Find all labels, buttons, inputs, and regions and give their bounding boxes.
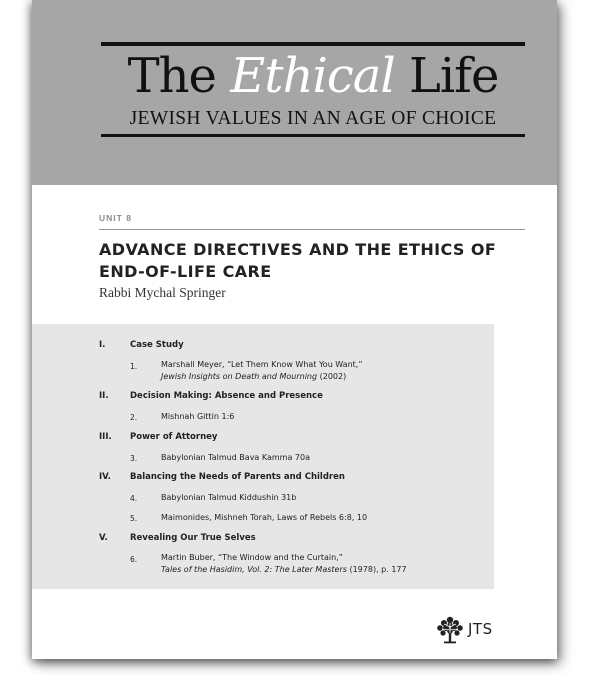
title-the: The [127,48,216,104]
item-line-rest: (1978), p. 177 [346,565,407,574]
item-number: 2. [130,413,138,422]
item-number: 6. [130,555,138,564]
section-title: Revealing Our True Selves [130,533,256,543]
section-title: Balancing the Needs of Parents and Children [130,472,345,482]
item-line: Martin Buber, “The Window and the Curtain,” [161,553,343,562]
item-number: 5. [130,514,138,523]
unit-label: UNIT 8 [99,213,132,223]
item-italic-title: Tales of the Hasidim, Vol. 2: The Later Masters [161,565,347,574]
tree-of-life-icon [435,615,465,645]
jts-logo [435,615,525,645]
item-number: 4. [130,494,138,503]
publication-subtitle: JEWISH VALUES IN AN AGE OF CHOICE [129,108,497,129]
logo-text: JTS [468,620,493,638]
item-line-rest: (2002) [317,372,347,381]
item-number: 3. [130,454,138,463]
toc-item-5: Maimonides, Mishneh Torah, Laws of Rebels 6:8, 10 [161,513,368,522]
toc-item-3: Babylonian Talmud Bava Kamma 70a [161,453,310,462]
author-name: Rabbi Mychal Springer [99,285,226,300]
item-number: 1. [130,362,138,371]
toc-item-4: Babylonian Talmud Kiddushin 31b [161,493,297,502]
title-life: Life [408,48,499,104]
section-title: Decision Making: Absence and Presence [130,391,323,401]
section-number: V. [99,533,108,543]
toc-item-1 [161,359,363,383]
document-page [32,0,557,659]
item-line: Marshall Meyer, “Let Them Know What You Want,” [161,360,363,369]
section-number: II. [99,391,109,401]
unit-title-line1: ADVANCE DIRECTIVES AND THE ETHICS OF [99,240,497,259]
unit-divider [99,229,525,230]
item-italic-title: Jewish Insights on Death and Mourning [161,372,318,381]
unit-title [99,239,529,283]
table-of-contents [32,324,494,589]
masthead-bottom-rule [101,134,525,137]
section-number: IV. [99,472,111,482]
section-number: III. [99,432,112,442]
masthead [32,0,557,185]
toc-item-2: Mishnah Gittin 1:6 [161,412,235,421]
publication-title [101,46,525,106]
section-title: Power of Attorney [130,432,218,442]
section-number: I. [99,340,106,350]
toc-item-6 [161,552,407,576]
unit-title-line2: END-OF-LIFE CARE [99,262,272,281]
section-title: Case Study [130,340,184,350]
title-ethical: Ethical [230,48,395,104]
